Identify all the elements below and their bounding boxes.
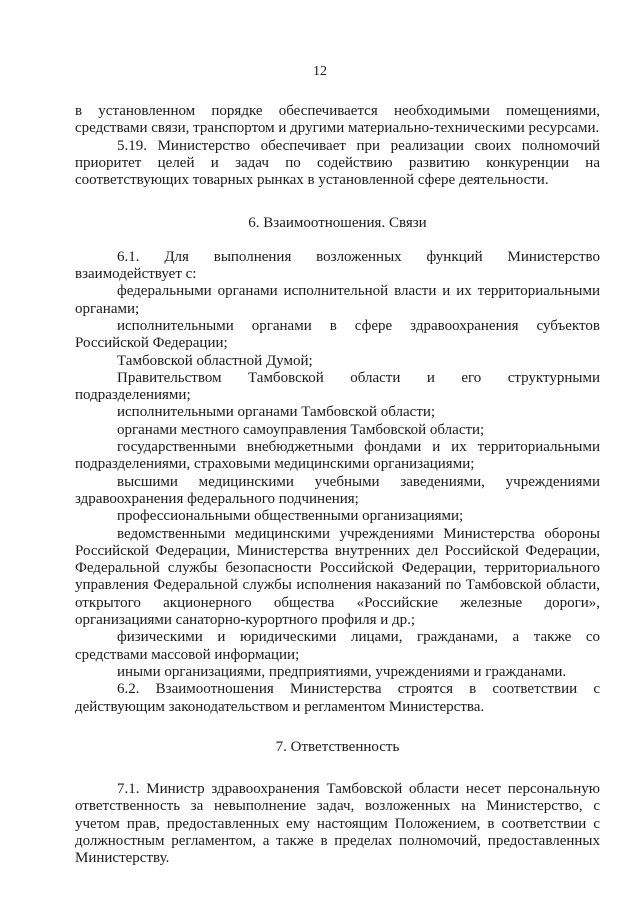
list-item: ведомственными медицинскими учреждениями Министерства обороны Российской Федерации, Министерства внутренних дел Российской Федерации, Федеральной службы безопасности Российской Федерации, территориального управления Федеральной службы исполнения наказаний по Тамбовской области, открытого акционерного общества «Российские железные дороги», организациями санаторно-курортного профиля и др.; [75,525,600,629]
list-item: государственными внебюджетными фондами и их территориальными подразделениями, страховыми медицинскими организациями; [75,439,600,473]
document-body [75,103,600,868]
list-item: профессиональными общественными организациями; [117,508,464,525]
list-item: исполнительными органами в сфере здравоохранения субъектов Российской Федерации; [75,317,600,352]
list-item: 6.1. Для выполнения возложенных функций Министерство взаимодействует с: [75,248,600,283]
section-heading: 7. Ответственность [275,738,400,755]
section-6-body [75,249,600,716]
list-item: Тамбовской областной Думой; [117,352,313,369]
page-number: 12 [313,64,327,79]
list-item: 7.1. Министр здравоохранения Тамбовской области несет персональную ответственность за невыполнение задач, возложенных на Министерство, с учетом прав, предоставленных ему настоящим Положением, в соответствии с должностным регламентом, а также в пределах полномочий, предоставленных Министерству. [75,781,600,867]
section-heading: 6. Взаимоотношения. Связи [248,215,427,232]
section-7-body [75,781,600,867]
paragraph: 5.19. Министерство обеспечивает при реализации своих полномочий приоритет целей и задач по содействию развитию конкуренции на соответствующих товарных рынках в установленной сфере деятельности. [75,137,600,189]
list-item: иными организациями, предприятиями, учреждениями и гражданами. [117,663,567,680]
list-item: высшими медицинскими учебными заведениями, учреждениями здравоохранения федерального подчинения; [75,473,600,507]
list-item: исполнительными органами Тамбовской области; [117,404,436,421]
list-item: органами местного самоуправления Тамбовской области; [117,421,485,438]
paragraph: в установленном порядке обеспечивается необходимыми помещениями, средствами связи, транспортом и другими материально-техническими ресурсами. [75,103,600,137]
list-item: 6.2. Взаимоотношения Министерства строятся в соответствии с действующим законодательством и регламентом Министерства. [75,681,600,715]
list-item: Правительством Тамбовской области и его структурными подразделениями; [75,369,600,404]
list-item: федеральными органами исполнительной власти и их территориальными органами; [75,283,600,317]
list-item: физическими и юридическими лицами, гражданами, а также со средствами массовой информации; [75,629,600,663]
